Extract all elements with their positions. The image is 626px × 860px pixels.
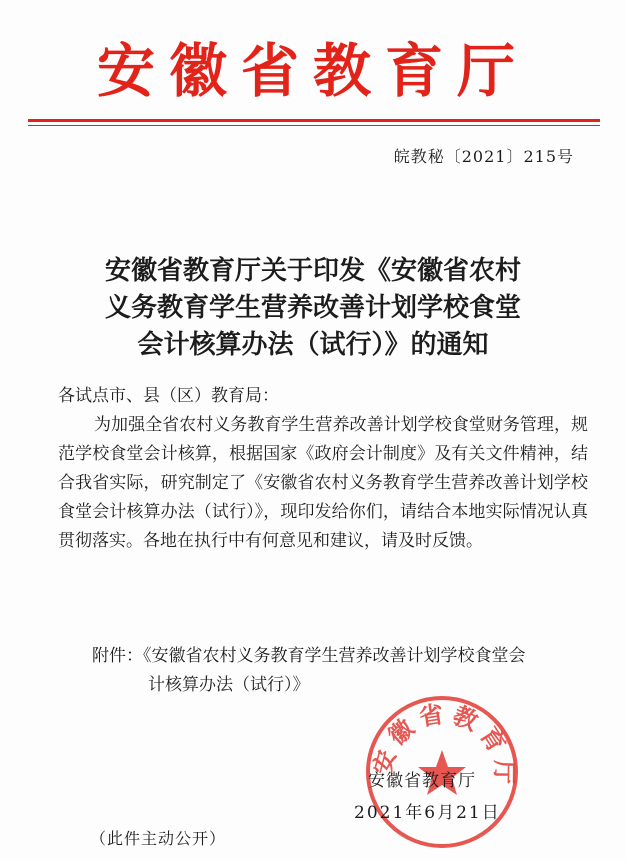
document-title <box>0 253 626 364</box>
title-line: 义务教育学生营养改善计划学校食堂 <box>104 293 521 323</box>
title-line: 会计核算办法（试行）》的通知 <box>137 330 489 360</box>
publicity-note: （此件主动公开） <box>90 829 227 848</box>
attachment-line: 附件：《安徽省农村义务教育学生营养改善计划学校食堂会 <box>92 646 526 666</box>
signer-org: 安徽省教育厅 <box>368 771 476 791</box>
header-red-rule-thin <box>28 125 600 126</box>
document-body <box>58 382 588 556</box>
salutation: 各试点市、县（区）教育局： <box>58 386 279 406</box>
body-paragraph: 为加强全省农村义务教育学生营养改善计划学校食堂财务管理，规范学校食堂会计核算，根据国家《政府会计制度》及有关文件精神，结合我省实际，研究制定了《安徽省农村义务教育学生营养改善计划学校食堂会计核算办法（试行）》，现印发给你们，请结合本地实际情况认真贯彻落实。各地在执行中有何意见和建议，请及时反馈。 <box>58 415 588 551</box>
attachment-line: 计核算办法（试行）》 <box>148 675 310 695</box>
signature-date: 2021年6月21日 <box>354 803 501 823</box>
org-header-title: 安徽省教育厅 <box>96 37 529 105</box>
seal-text: 安徽省教育厅 <box>368 699 518 791</box>
document-number: 皖教秘〔2021〕215号 <box>393 147 574 166</box>
title-line: 安徽省教育厅关于印发《安徽省农村 <box>104 256 521 286</box>
header-red-rule-thick <box>28 119 600 122</box>
